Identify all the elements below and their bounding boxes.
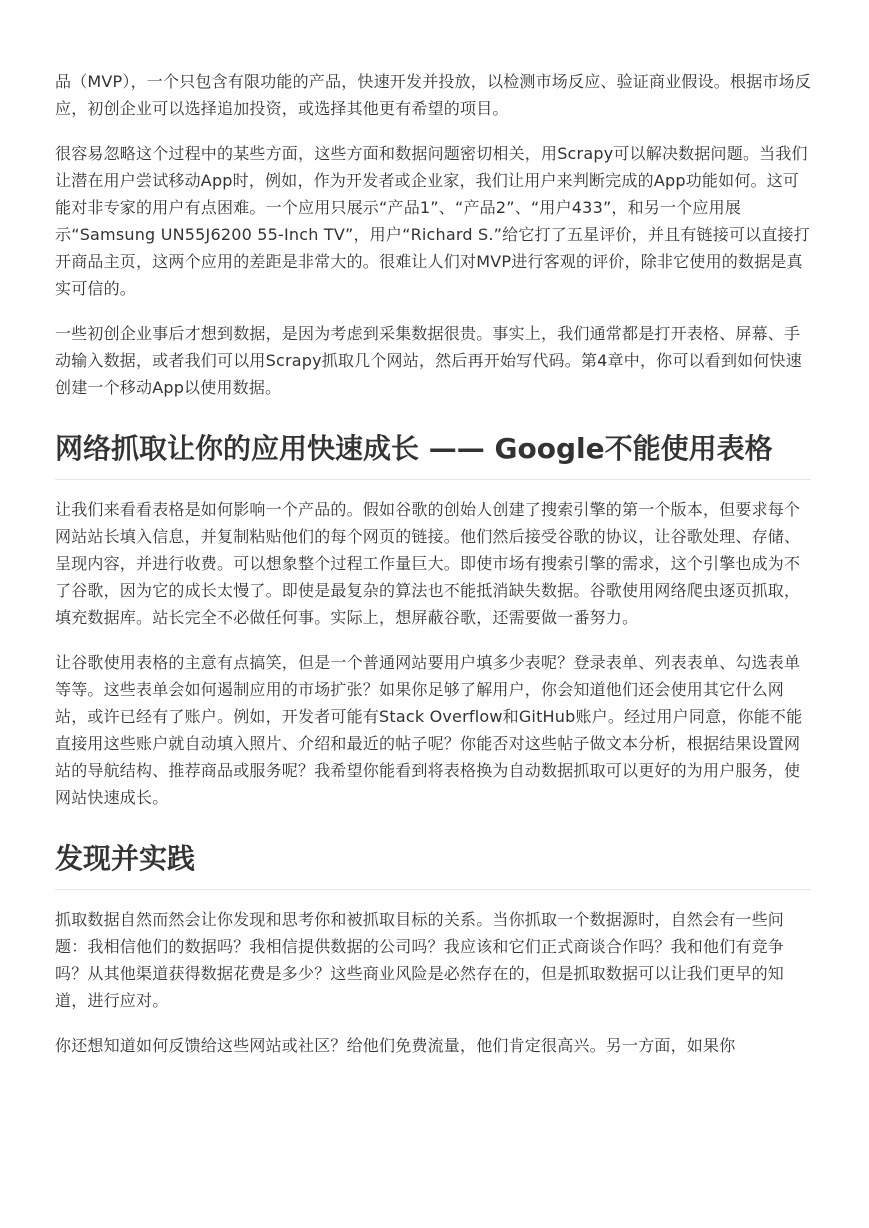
- section-heading-discover-practice: 发现并实践: [55, 839, 811, 890]
- paragraph-startups-data: 一些初创企业事后才想到数据，是因为考虑到采集数据很贵。事实上，我们通常都是打开表格、屏幕、手动输入数据，或者我们可以用Scrapy抓取几个网站，然后再开始写代码。第4章中，你可以看到如何快速创建一个移动App以使用数据。: [55, 324, 802, 397]
- section-heading-google-forms: 网络抓取让你的应用快速成长 —— Google不能使用表格: [55, 429, 811, 480]
- paragraph-mvp: 品（MVP），一个只包含有限功能的产品，快速开发并投放，以检测市场反应、验证商业假设。根据市场反应，初创企业可以选择追加投资，或选择其他更有希望的项目。: [55, 72, 811, 118]
- paragraph-google-forms: 让我们来看看表格是如何影响一个产品的。假如谷歌的创始人创建了搜索引擎的第一个版本，但要求每个网站站长填入信息，并复制粘贴他们的每个网页的链接。他们然后接受谷歌的协议，让谷歌处理、存储、呈现内容，并进行收费。可以想象整个过程工作量巨大。即使市场有搜索引擎的需求，这个引擎也成为不了谷歌，因为它的成长太慢了。即使是最复杂的算法也不能抵消缺失数据。谷歌使用网络爬虫逐页抓取，填充数据库。站长完全不必做任何事。实际上，想屏蔽谷歌，还需要做一番努力。: [55, 500, 801, 627]
- paragraph-data-problems: 很容易忽略这个过程中的某些方面，这些方面和数据问题密切相关，用Scrapy可以解决数据问题。当我们让潜在用户尝试移动App时，例如，作为开发者或企业家，我们让用户来判断完成的App功能如何。这可能对非专家的用户有点困难。一个应用只展示“产品1”、“产品2”、“用户433”，和另一个应用展示“Samsung UN55J6200 55-Inch TV”，用户“Richard S.”给它打了五星评价，并且有链接可以直接打开商品主页，这两个应用的差距是非常大的。很难让人们对MVP进行客观的评价，除非它使用的数据是真实可信的。: [55, 144, 810, 298]
- paragraph-user-forms: 让谷歌使用表格的主意有点搞笑，但是一个普通网站要用户填多少表呢？登录表单、列表表单、勾选表单等等。这些表单会如何遏制应用的市场扩张？如果你足够了解用户，你会知道他们还会使用其它什么网站，或许已经有了账户。例如，开发者可能有Stack Overflow和GitHub账户。经过用户同意，你能不能直接用这些账户就自动填入照片、介绍和最近的帖子呢？你能否对这些帖子做文本分析，根据结果设置网站的导航结构、推荐商品或服务呢？我希望你能看到将表格换为自动数据抓取可以更好的为用户服务，使网站快速成长。: [55, 653, 803, 807]
- paragraph-relationship: 抓取数据自然而然会让你发现和思考你和被抓取目标的关系。当你抓取一个数据源时，自然会有一些问题：我相信他们的数据吗？我相信提供数据的公司吗？我应该和它们正式商谈合作吗？我和他们有竞争吗？从其他渠道获得数据花费是多少？这些商业风险是必然存在的，但是抓取数据可以让我们更早的知道，进行应对。: [55, 910, 785, 1010]
- paragraph-feedback: 你还想知道如何反馈给这些网站或社区？给他们免费流量，他们肯定很高兴。另一方面，如果你: [55, 1036, 736, 1055]
